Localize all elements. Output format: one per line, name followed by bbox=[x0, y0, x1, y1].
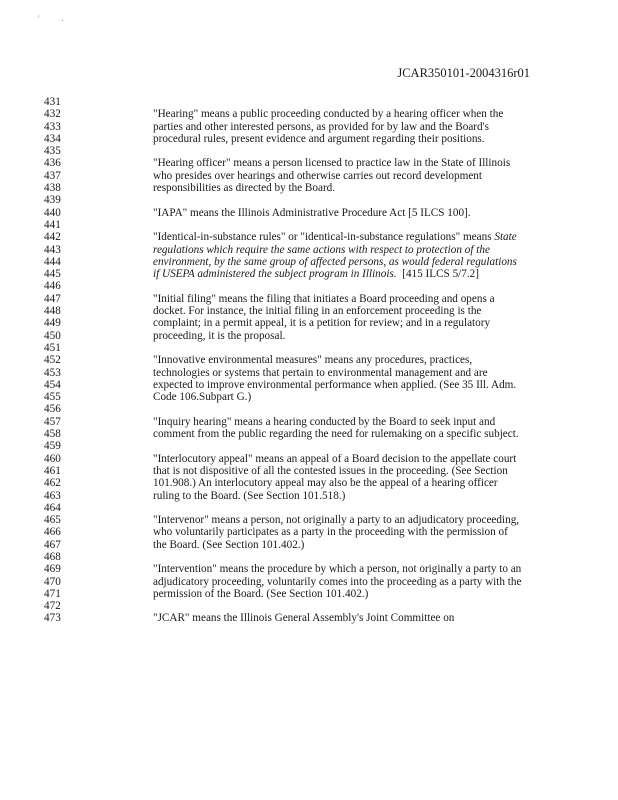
line-number: 450 bbox=[44, 329, 61, 342]
document-line bbox=[0, 391, 618, 403]
line-number: 436 bbox=[44, 157, 61, 170]
document-line bbox=[0, 354, 618, 366]
line-text-plain: procedural rules, present evidence and argument regarding their positions. bbox=[153, 132, 485, 145]
line-number: 447 bbox=[44, 292, 61, 305]
document-line bbox=[0, 108, 618, 120]
line-number: 448 bbox=[44, 305, 61, 318]
line-text-italic: environment, by the same group of affected persons, as would federal regulations bbox=[153, 255, 517, 268]
line-number: 454 bbox=[44, 378, 61, 391]
line-number: 433 bbox=[44, 120, 61, 133]
line-text-plain: proceeding, it is the proposal. bbox=[153, 329, 286, 342]
line-number: 461 bbox=[44, 464, 61, 477]
line-text bbox=[153, 477, 498, 489]
line-number: 438 bbox=[44, 182, 61, 195]
line-number: 443 bbox=[44, 243, 61, 256]
line-number: 435 bbox=[44, 145, 61, 158]
line-number: 432 bbox=[44, 108, 61, 121]
line-text bbox=[153, 207, 471, 219]
line-text-plain: who voluntarily participates as a party in the proceeding with the permission of bbox=[153, 526, 508, 539]
line-text bbox=[153, 428, 519, 440]
line-text bbox=[153, 588, 368, 600]
document-line bbox=[0, 330, 618, 342]
document-line bbox=[0, 182, 618, 194]
line-text-plain: "Interlocutory appeal" means an appeal of a Board decision to the appellate court bbox=[153, 452, 517, 465]
line-number: 445 bbox=[44, 268, 61, 281]
line-number: 455 bbox=[44, 391, 61, 404]
document-line bbox=[0, 526, 618, 538]
line-number: 472 bbox=[44, 600, 61, 613]
line-text-italic: regulations which require the same actions with respect to protection of the bbox=[153, 243, 490, 256]
line-text-plain: the Board. (See Section 101.402.) bbox=[153, 538, 305, 551]
document-line bbox=[0, 502, 618, 514]
line-text-plain: docket. For instance, the initial filing in an enforcement proceeding is the bbox=[153, 305, 482, 318]
document-line bbox=[0, 379, 618, 391]
line-text bbox=[153, 293, 495, 305]
line-number: 473 bbox=[44, 612, 61, 625]
line-text-plain: "Initial filing" means the filing that initiates a Board proceeding and opens a bbox=[153, 292, 495, 305]
line-text-plain: 101.908.) An interlocutory appeal may also be the appeal of a hearing officer bbox=[153, 477, 498, 490]
document-line bbox=[0, 207, 618, 219]
line-number: 439 bbox=[44, 194, 61, 207]
document-line bbox=[0, 403, 618, 415]
line-text-plain: comment from the public regarding the need for rulemaking on a specific subject. bbox=[153, 428, 519, 441]
line-number: 451 bbox=[44, 341, 61, 354]
line-text bbox=[153, 256, 517, 268]
document-id: JCAR350101-2004316r01 bbox=[397, 66, 530, 80]
line-text-plain: expected to improve environmental performance when applied. (See 35 Ill. Adm. bbox=[153, 378, 517, 391]
line-number: 431 bbox=[44, 96, 61, 108]
numbered-lines bbox=[0, 96, 618, 625]
line-number: 460 bbox=[44, 452, 61, 465]
document-line bbox=[0, 440, 618, 452]
line-text-plain: "Inquiry hearing" means a hearing conducted by the Board to seek input and bbox=[153, 415, 496, 428]
line-text-plain: complaint; in a permit appeal, it is a petition for review; and in a regulatory bbox=[153, 317, 491, 330]
document-line bbox=[0, 145, 618, 157]
line-text bbox=[153, 330, 285, 342]
line-text bbox=[153, 576, 521, 588]
line-text bbox=[153, 121, 489, 133]
line-number: 462 bbox=[44, 477, 61, 490]
line-text bbox=[153, 108, 503, 120]
line-number: 458 bbox=[44, 428, 61, 441]
line-number: 468 bbox=[44, 550, 61, 563]
line-number: 464 bbox=[44, 501, 61, 514]
line-text-plain: "Intervenor" means a person, not originally a party to an adjudicatory proceeding, bbox=[153, 514, 520, 527]
line-text-plain: "Identical-in-substance rules" or "identical-in-substance regulations" means bbox=[153, 231, 495, 244]
document-line bbox=[0, 96, 618, 108]
line-text-plain: who presides over hearings and otherwise carries out record development bbox=[153, 169, 482, 182]
document-line bbox=[0, 563, 618, 575]
line-number: 440 bbox=[44, 206, 61, 219]
line-number: 456 bbox=[44, 403, 61, 416]
line-number: 434 bbox=[44, 132, 61, 145]
line-text-citation: [415 ILCS 5/7.2] bbox=[396, 268, 479, 281]
line-text bbox=[153, 379, 516, 391]
line-text-italic: State bbox=[494, 231, 517, 244]
line-number: 453 bbox=[44, 366, 61, 379]
line-text-plain: "Innovative environmental measures" means any procedures, practices, bbox=[153, 354, 473, 367]
line-text bbox=[153, 526, 508, 538]
line-text-plain: "IAPA" means the Illinois Administrative Procedure Act [5 ILCS 100]. bbox=[153, 206, 471, 219]
line-text bbox=[153, 563, 521, 575]
line-number: 444 bbox=[44, 255, 61, 268]
document-line bbox=[0, 539, 618, 551]
line-text bbox=[153, 612, 454, 624]
line-text-plain: "Hearing officer" means a person licensed to practice law in the State of Illinois bbox=[153, 157, 511, 170]
document-line bbox=[0, 576, 618, 588]
document-line bbox=[0, 477, 618, 489]
line-text-plain: "Hearing" means a public proceeding conducted by a hearing officer when the bbox=[153, 108, 504, 121]
document-line bbox=[0, 465, 618, 477]
line-text bbox=[153, 465, 508, 477]
document-line bbox=[0, 317, 618, 329]
document-line bbox=[0, 231, 618, 243]
line-text bbox=[153, 170, 482, 182]
line-number: 452 bbox=[44, 354, 61, 367]
document-line bbox=[0, 194, 618, 206]
document-line bbox=[0, 157, 618, 169]
line-text-plain: technologies or systems that pertain to environmental management and are bbox=[153, 366, 488, 379]
line-text-plain: Code 106.Subpart G.) bbox=[153, 391, 252, 404]
document-line bbox=[0, 600, 618, 612]
line-text bbox=[153, 490, 345, 502]
line-number: 467 bbox=[44, 538, 61, 551]
document-line bbox=[0, 588, 618, 600]
line-text-plain: ruling to the Board. (See Section 101.518.) bbox=[153, 489, 346, 502]
document-line bbox=[0, 280, 618, 292]
line-text bbox=[153, 268, 479, 280]
document-line bbox=[0, 612, 618, 624]
line-number: 465 bbox=[44, 514, 61, 527]
line-text bbox=[153, 367, 488, 379]
document-line bbox=[0, 121, 618, 133]
line-number: 459 bbox=[44, 440, 61, 453]
line-number: 469 bbox=[44, 563, 61, 576]
line-number: 446 bbox=[44, 280, 61, 293]
line-text bbox=[153, 182, 335, 194]
document-line bbox=[0, 453, 618, 465]
line-text-italic: if USEPA administered the subject program in Illinois. bbox=[153, 268, 397, 281]
line-text bbox=[153, 514, 519, 526]
line-number: 471 bbox=[44, 587, 61, 600]
line-text-plain: parties and other interested persons, as provided for by law and the Board's bbox=[153, 120, 489, 133]
line-text-plain: responsibilities as directed by the Board. bbox=[153, 182, 336, 195]
line-number: 470 bbox=[44, 575, 61, 588]
line-number: 441 bbox=[44, 218, 61, 231]
document-line bbox=[0, 490, 618, 502]
document-line bbox=[0, 133, 618, 145]
line-text bbox=[153, 244, 490, 256]
line-text-plain: adjudicatory proceeding, voluntarily comes into the proceeding as a party with the bbox=[153, 575, 522, 588]
line-text-plain: "Intervention" means the procedure by which a person, not originally a party to an bbox=[153, 563, 522, 576]
document-line bbox=[0, 244, 618, 256]
line-text bbox=[153, 157, 510, 169]
document-line bbox=[0, 367, 618, 379]
line-number: 457 bbox=[44, 415, 61, 428]
line-text bbox=[153, 305, 481, 317]
document-line bbox=[0, 268, 618, 280]
line-text-plain: that is not dispositive of all the contested issues in the proceeding. (See Section bbox=[153, 464, 508, 477]
line-number: 449 bbox=[44, 317, 61, 330]
line-text-plain: permission of the Board. (See Section 101.402.) bbox=[153, 587, 369, 600]
document-line bbox=[0, 305, 618, 317]
document-line bbox=[0, 416, 618, 428]
document-line bbox=[0, 514, 618, 526]
line-text bbox=[153, 391, 251, 403]
line-text bbox=[153, 416, 495, 428]
document-line bbox=[0, 256, 618, 268]
line-text bbox=[153, 231, 517, 243]
line-text bbox=[153, 133, 485, 145]
document-line bbox=[0, 342, 618, 354]
line-text bbox=[153, 317, 490, 329]
document-line bbox=[0, 293, 618, 305]
line-text bbox=[153, 539, 304, 551]
scan-corner-marks: ' . bbox=[38, 14, 74, 23]
line-text bbox=[153, 453, 516, 465]
line-number: 442 bbox=[44, 231, 61, 244]
document-line bbox=[0, 170, 618, 182]
line-number: 437 bbox=[44, 169, 61, 182]
line-number: 463 bbox=[44, 489, 61, 502]
line-number: 466 bbox=[44, 526, 61, 539]
document-line bbox=[0, 428, 618, 440]
document-line bbox=[0, 219, 618, 231]
line-text bbox=[153, 354, 472, 366]
line-text-plain: "JCAR" means the Illinois General Assembly's Joint Committee on bbox=[153, 612, 455, 625]
document-line bbox=[0, 551, 618, 563]
